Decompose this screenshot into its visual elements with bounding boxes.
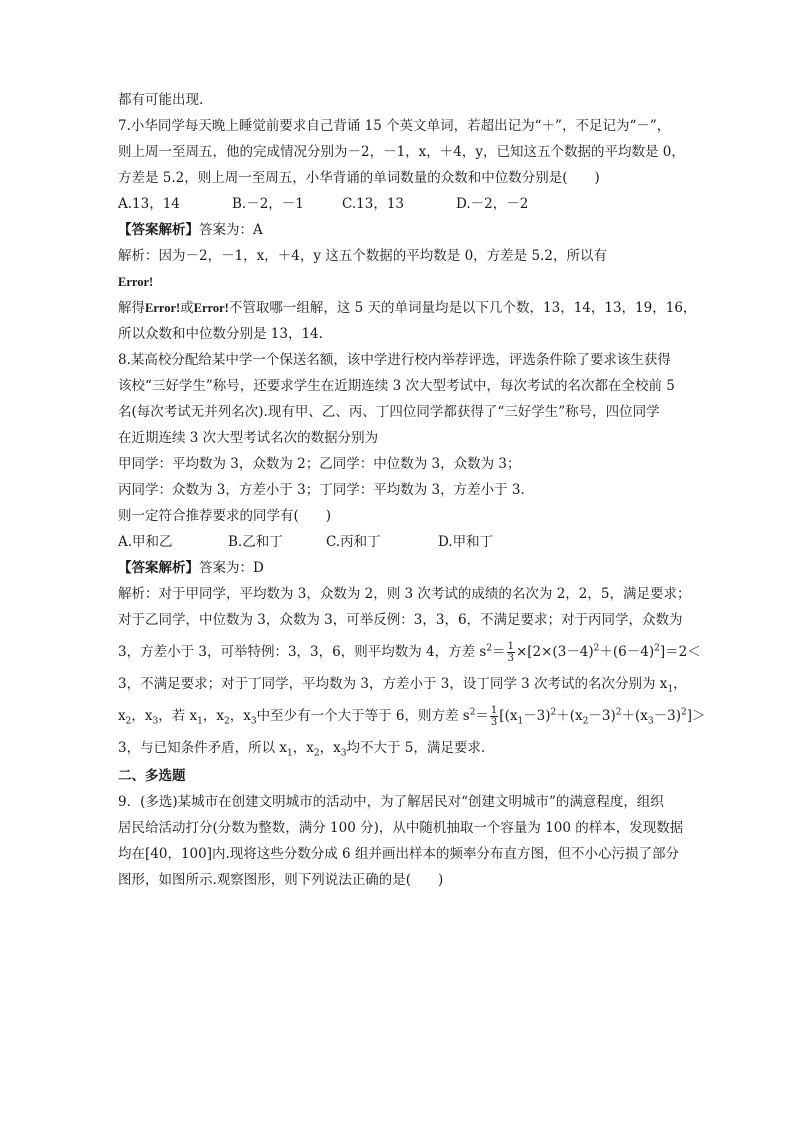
subscript: 1 [287, 748, 293, 759]
question-8-line-3: 名(每次考试无并列名次).现有甲、乙、丙、丁四位同学都获得了“三好学生”称号，四位同学 [118, 404, 660, 420]
superscript: 2 [615, 707, 622, 718]
question-8-answer [118, 558, 264, 578]
text-span: 不管取哪一组解，这 5 天的单词量均是以下几个数，13，14，13，19，16， [228, 300, 697, 316]
question-7-line-3: 方差是 5.2，则上周一至周五，小华背诵的单词数量的众数和中位数分别是( ) [118, 170, 600, 186]
question-8-explanation-4 [118, 674, 687, 694]
question-8-explanation-5 [118, 702, 706, 730]
text-span: ， [673, 676, 687, 692]
subscript: 2 [313, 748, 320, 759]
subscript: 3 [250, 716, 257, 727]
question-7-explanation-3 [118, 298, 696, 318]
question-8-line-6: 丙同学：众数为 3，方差小于 3；丁同学：平均数为 3，方差小于 3. [118, 482, 525, 498]
subscript: 2 [125, 716, 132, 727]
subscript: 1 [667, 684, 674, 695]
subscript: 3 [152, 716, 159, 727]
question-7-options [118, 194, 528, 214]
answer-text: 答案为：A [199, 222, 263, 238]
section-heading: 二、多选题 [118, 768, 186, 784]
option-d: D.－2，－2 [456, 196, 529, 212]
text-span: －3) [588, 708, 616, 724]
text-span: ，x [292, 740, 314, 756]
question-8-explanation-6 [118, 738, 485, 758]
question-8-line-5: 甲同学：平均数为 3，众数为 2；乙同学：中位数为 3，众数为 3； [118, 456, 521, 472]
text-span: ]＝2＜ [659, 644, 701, 660]
text-span: ＋(x [556, 708, 583, 724]
text-span: ＋(6－4) [599, 644, 655, 660]
option-a: A.13，14 [118, 196, 180, 212]
text-span: 3，与已知条件矛盾，所以 x [118, 740, 287, 756]
fraction-numerator: 1 [490, 705, 498, 716]
question-8-line-4: 在近期连续 3 次大型考试名次的数据分别为 [118, 430, 379, 446]
text-span: ，x [202, 708, 224, 724]
question-9-line-3: 均在[40，100]内.现将这些分数分成 6 组并画出样本的频率分布直方图，但不小心污损了部分 [118, 846, 679, 862]
paragraph-line: 都有可能出现. [118, 92, 204, 108]
option-a: A.甲和乙 [118, 534, 173, 550]
text-span: 或 [180, 300, 194, 316]
subscript: 2 [223, 716, 230, 727]
text-span: 中至少有一个大于等于 6，则方差 s [256, 708, 470, 724]
question-8-options [118, 532, 493, 552]
text-span: 解得 [118, 300, 145, 316]
fraction-numerator: 1 [507, 641, 514, 652]
question-9-line-4: 图形，如图所示.观察图形，则下列说法正确的是( ) [118, 872, 444, 888]
text-span: ，x [319, 740, 341, 756]
option-c: C.丙和丁 [326, 534, 381, 550]
option-c: C.13，13 [342, 196, 404, 212]
question-7-explanation-4: 所以众数和中位数分别是 13，14. [118, 326, 323, 342]
text-span: ]＞ [686, 708, 706, 724]
text-span: 均不大于 5，满足要求. [346, 740, 486, 756]
text-span: ＝ [492, 644, 506, 660]
fraction [507, 641, 515, 664]
question-8-line-1: 8.某高校分配给某中学一个保送名额，该中学进行校内举荐评选，评选条件除了要求该生获得 [118, 352, 671, 368]
answer-label: 【答案解析】 [118, 222, 199, 238]
superscript: 2 [654, 643, 660, 654]
error-placeholder: Error! [145, 301, 181, 315]
answer-label: 【答案解析】 [118, 560, 199, 576]
option-b: B.乙和丁 [228, 534, 283, 550]
text-span: －3) [523, 708, 551, 724]
text-span: ，x [131, 708, 153, 724]
question-8-line-7: 则一定符合推荐要求的同学有( ) [118, 508, 332, 524]
fraction-denominator: 3 [507, 653, 514, 664]
question-8-explanation-2: 对于乙同学，中位数为 3，众数为 3，可举反例：3，3，6，不满足要求；对于丙同学，众数为 [118, 612, 683, 628]
question-8-line-2: 该校“三好学生”称号，还要求学生在近期连续 3 次大型考试中，每次考试的名次都在全校前 5 [118, 378, 675, 394]
text-span: x [118, 708, 126, 724]
superscript: 2 [550, 707, 557, 718]
text-span: －3) [653, 708, 681, 724]
question-7-line-1: 7.小华同学每天晚上睡觉前要求自己背诵 15 个英文单词，若超出记为“＋”，不足记为“－”， [118, 118, 671, 134]
question-8-explanation-3 [118, 638, 701, 666]
error-placeholder: Error! [193, 301, 229, 315]
error-placeholder: Error! [118, 275, 154, 289]
text-span: ×[2×(3－4) [515, 644, 594, 660]
question-8-explanation-1: 解析：对于甲同学，平均数为 3，众数为 2，则 3 次考试的成绩的名次为 2，2，5，满足要求； [118, 586, 691, 602]
answer-text: 答案为：D [199, 560, 264, 576]
question-7-line-2: 则上周一至周五，他的完成情况分别为－2，－1，x，＋4，y，已知这五个数据的平均数是 0， [118, 144, 685, 160]
superscript: 2 [486, 643, 493, 654]
question-9-line-2: 居民给活动打分(分数为整数，满分 100 分)，从中随机抽取一个容量为 100 的样本，发现数据 [118, 820, 684, 836]
fraction-denominator: 3 [490, 717, 498, 728]
superscript: 2 [593, 643, 600, 654]
question-7-explanation-1: 解析：因为－2，－1，x，＋4，y 这五个数据的平均数是 0，方差是 5.2，所以有 [118, 248, 607, 264]
text-span: [(x [499, 708, 518, 724]
subscript: 1 [197, 716, 203, 727]
question-9-line-1: 9．(多选)某城市在创建文明城市的活动中，为了解居民对“创建文明城市”的满意程度，组织 [118, 794, 664, 810]
subscript: 1 [517, 716, 524, 727]
text-span: 3，不满足要求；对于丁同学，平均数为 3，方差小于 3，设丁同学 3 次考试的名次分别为 x [118, 676, 668, 692]
option-d: D.甲和丁 [438, 534, 494, 550]
superscript: 2 [680, 707, 687, 718]
subscript: 3 [340, 748, 347, 759]
question-7-answer [118, 220, 263, 240]
fraction [490, 705, 498, 728]
text-span: 3，方差小于 3，可举特例：3，3，6，则平均数为 4，方差 s [118, 644, 487, 660]
text-span: ＝ [475, 708, 489, 724]
text-span: ，x [229, 708, 251, 724]
subscript: 3 [647, 716, 654, 727]
option-b: B.－2，－1 [232, 196, 304, 212]
text-span: ，若 x [158, 708, 198, 724]
superscript: 2 [469, 707, 476, 718]
subscript: 2 [582, 716, 589, 727]
text-span: ＋(x [621, 708, 648, 724]
